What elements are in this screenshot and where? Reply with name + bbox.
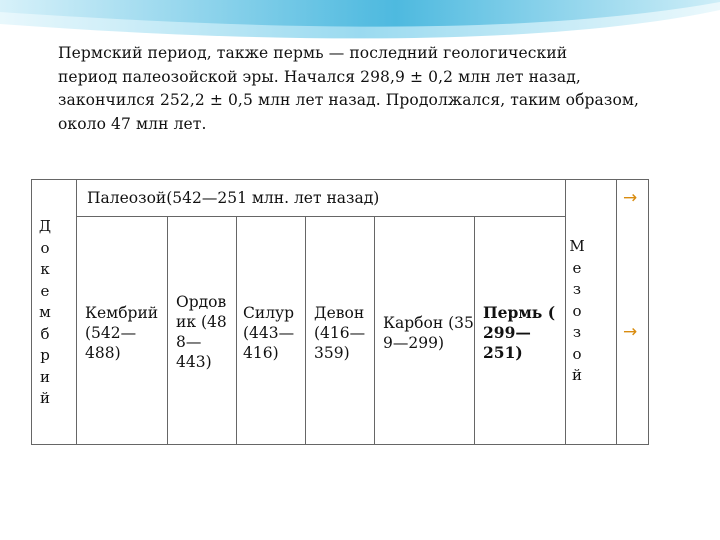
mesozoic-label: М е з о з о й	[569, 237, 585, 384]
mesozoic-cell	[565, 179, 617, 445]
period-cell-carboniferous	[374, 216, 475, 445]
period-label: Карбон (35 9—299)	[383, 314, 474, 352]
period-label-permian: Пермь ( 299— 251)	[483, 303, 556, 362]
period-label: Силур (443— 416)	[243, 304, 295, 362]
period-cell-ordovician	[167, 216, 237, 445]
period-cell-devonian	[305, 216, 375, 445]
geologic-periods-table	[31, 179, 649, 445]
precambrian-cell	[31, 179, 77, 445]
paleozoic-header-label: Палеозой(542—251 млн. лет назад)	[87, 189, 380, 207]
period-cell-silurian	[236, 216, 306, 445]
precambrian-label: Д о к е м б р и й	[38, 217, 52, 407]
period-cell-cambrian	[76, 216, 168, 445]
paleozoic-header-cell	[76, 179, 566, 217]
arrow-column-cell	[616, 179, 649, 445]
period-label: Девон (416— 359)	[314, 304, 366, 362]
right-arrow-icon: →	[623, 322, 638, 342]
period-label: Кембрий (542— 488)	[85, 304, 159, 362]
period-label: Ордов ик (48 8— 443)	[176, 293, 227, 371]
period-cell-permian	[474, 216, 566, 445]
intro-paragraph: Пермский период, также пермь — последний геологический период палеозойской эры. Начался 298,9 ± 0,2 млн лет назад, закончился 252,2 ± 0,5 млн лет назад. Продолжался, таким образом, около 47 млн лет.	[58, 44, 640, 133]
right-arrow-icon: →	[623, 188, 638, 208]
